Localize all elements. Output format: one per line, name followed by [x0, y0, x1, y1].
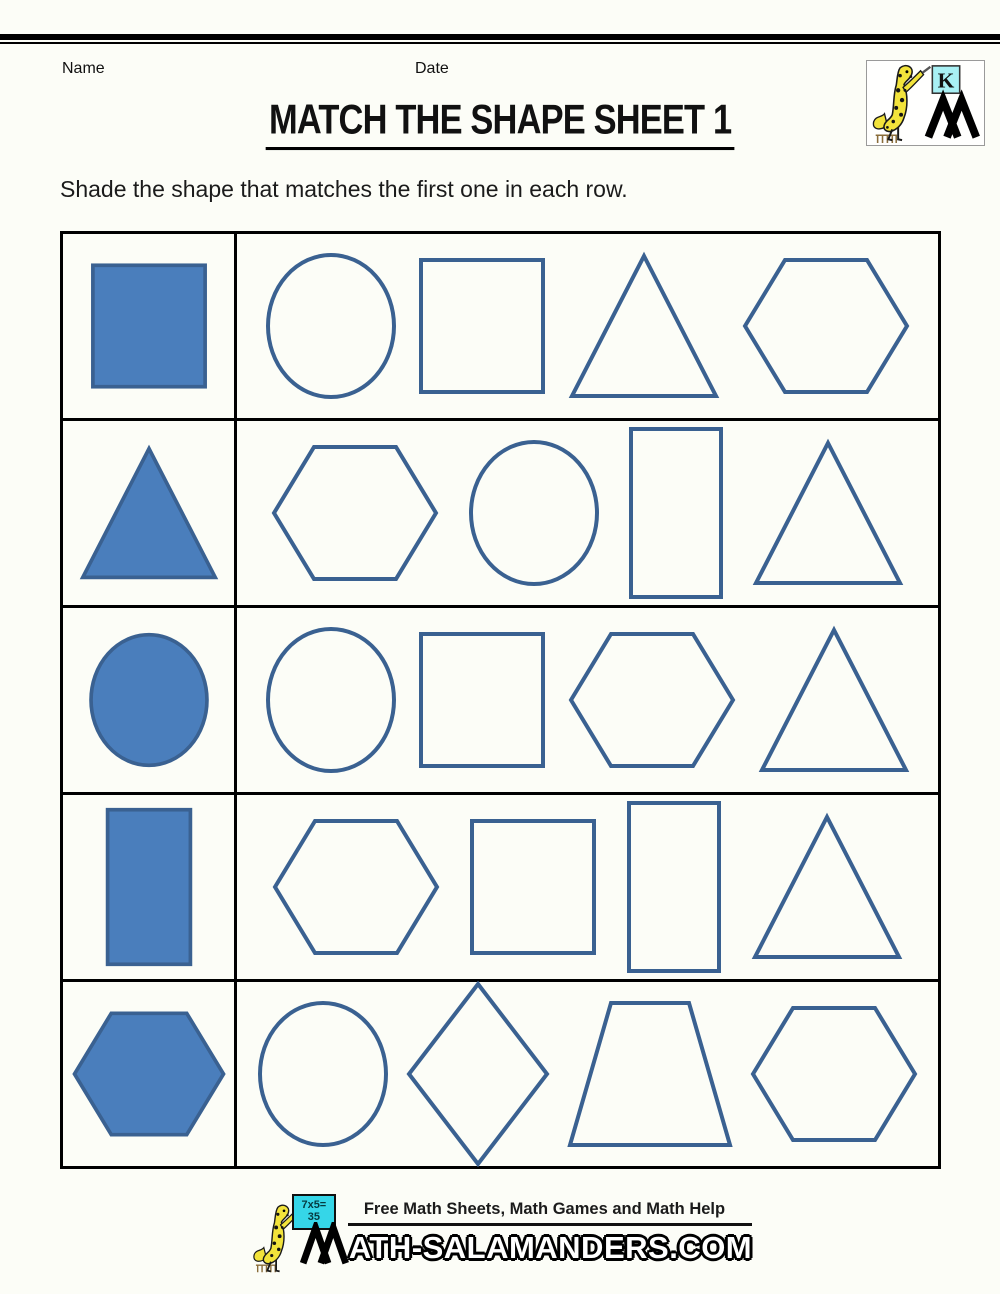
option-shape-hexagon[interactable]: [749, 1004, 919, 1144]
date-label: Date: [415, 60, 449, 77]
eye-icon: [905, 70, 908, 73]
target-shape-square: [85, 257, 213, 395]
target-shape-rectangle: [101, 800, 197, 974]
options-cell: [237, 608, 938, 792]
eye-icon: [283, 1209, 286, 1212]
option-shape-circle[interactable]: [467, 438, 601, 588]
target-shape-circle: [82, 625, 216, 775]
option-shape-square[interactable]: [418, 631, 546, 769]
target-cell: [63, 421, 237, 605]
option-shape-triangle[interactable]: [750, 812, 904, 962]
instruction-text: Shade the shape that matches the first one in each row.: [60, 176, 628, 202]
option-shape-square[interactable]: [469, 818, 597, 956]
target-cell: [63, 608, 237, 792]
target-cell: [63, 795, 237, 979]
option-shape-hexagon[interactable]: [270, 443, 440, 583]
options-cell: [237, 795, 938, 979]
table-row: [63, 234, 938, 421]
top-rule: [0, 34, 1000, 40]
k-letter: K: [937, 68, 955, 93]
table-row: [63, 982, 938, 1166]
page-title: MATCH THE SHAPE SHEET 1: [266, 96, 735, 150]
options-cell: [237, 421, 938, 605]
option-shape-trapezoid[interactable]: [565, 999, 735, 1149]
option-shape-hexagon[interactable]: [741, 256, 911, 396]
option-shape-circle[interactable]: [264, 625, 398, 775]
target-cell: [63, 982, 237, 1166]
option-shape-rectangle[interactable]: [628, 426, 724, 600]
option-shape-hexagon[interactable]: [567, 630, 737, 770]
option-shape-rectangle[interactable]: [626, 800, 722, 974]
target-shape-hexagon: [64, 1004, 234, 1144]
table-row: [63, 421, 938, 608]
option-shape-hexagon[interactable]: [271, 817, 441, 957]
target-cell: [63, 234, 237, 418]
option-shape-triangle[interactable]: [757, 625, 911, 775]
option-shape-square[interactable]: [418, 257, 546, 395]
option-shape-triangle[interactable]: [567, 251, 721, 401]
options-cell: [237, 982, 938, 1166]
footer-tagline: Free Math Sheets, Math Games and Math Help: [363, 1200, 726, 1218]
table-row: [63, 795, 938, 982]
option-shape-triangle[interactable]: [751, 438, 905, 588]
pencil-icon: [923, 67, 931, 73]
option-shape-circle[interactable]: [264, 251, 398, 401]
name-label: Name: [62, 60, 105, 77]
footer-logo: [0, 1194, 1000, 1276]
table-row: [63, 608, 938, 795]
site-text: ATH-SALAMANDERS.COM: [348, 1230, 753, 1265]
option-shape-diamond[interactable]: [404, 979, 552, 1169]
options-cell: [237, 234, 938, 418]
worksheet-table: [60, 231, 941, 1169]
target-shape-triangle: [72, 438, 226, 588]
option-shape-circle[interactable]: [256, 999, 390, 1149]
sign-line2: 35: [307, 1211, 320, 1223]
sign-line1: 7x5=: [301, 1199, 327, 1212]
m-letter-icon: [300, 1222, 352, 1266]
